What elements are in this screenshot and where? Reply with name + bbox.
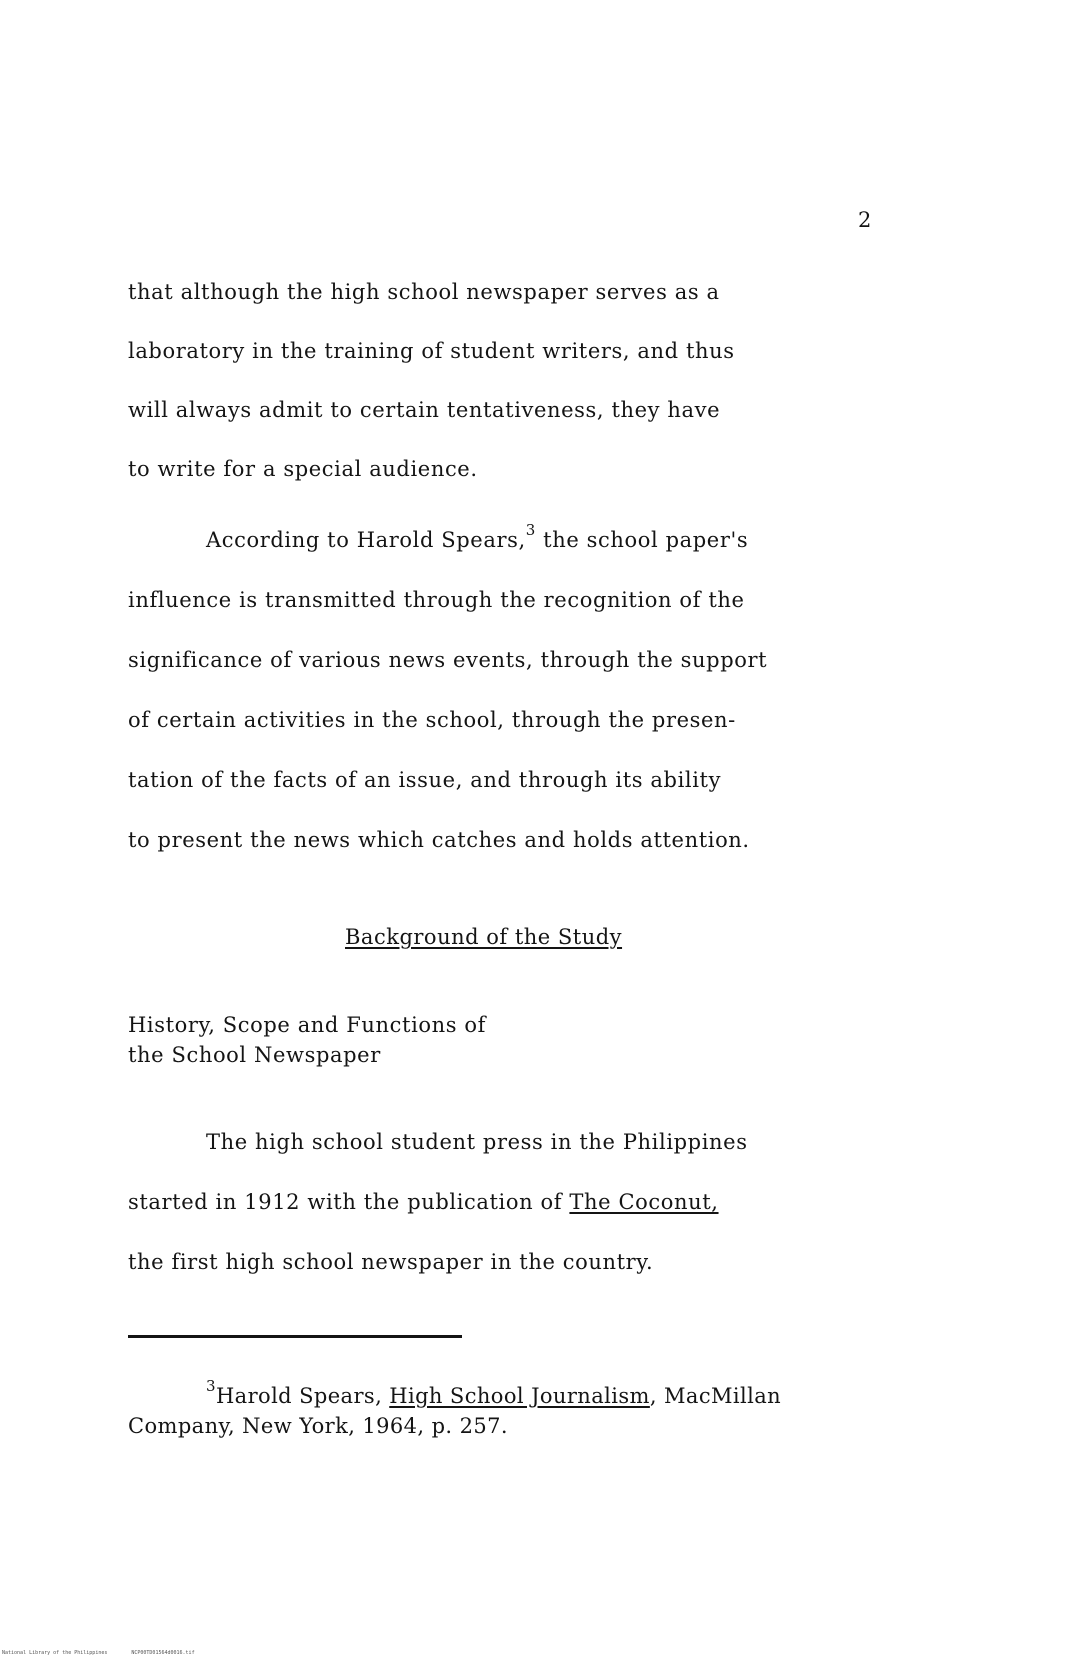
paragraph-2-line-5: tation of the facts of an issue, and through its ability: [128, 768, 722, 792]
footnote-book-title: High School Journalism: [389, 1384, 650, 1408]
footnote-author: Harold Spears,: [215, 1384, 390, 1408]
paragraph-3-line-3: the first high school newspaper in the country.: [128, 1250, 654, 1274]
paragraph-2-line-4: of certain activities in the school, through the presen-: [128, 708, 736, 732]
paragraph-3-line-2: [128, 1190, 719, 1214]
paragraph-2-lead-tail: the school paper's: [535, 528, 749, 552]
footnote-publisher: , MacMillan: [649, 1384, 782, 1408]
subheading-line-2: the School Newspaper: [128, 1043, 381, 1067]
footnote-separator: [128, 1335, 462, 1338]
section-heading: Background of the Study: [345, 925, 623, 949]
page-number: 2: [858, 208, 872, 232]
subheading-line-1: History, Scope and Functions of: [128, 1013, 487, 1037]
paragraph-1-line-2: laboratory in the training of student writers, and thus: [128, 339, 735, 363]
paragraph-2-line-2: influence is transmitted through the recognition of the: [128, 588, 745, 612]
paragraph-2-line-6: to present the news which catches and holds attention.: [128, 828, 750, 852]
paragraph-2-lead: According to Harold Spears,: [206, 528, 526, 552]
scan-footer: [2, 1650, 219, 1656]
footer-file-id: NCP00TD01564d0016.tif: [131, 1650, 195, 1656]
paragraph-2-line-3: significance of various news events, through the support: [128, 648, 768, 672]
newspaper-title: The Coconut,: [569, 1190, 719, 1214]
paragraph-1-line-3: will always admit to certain tentativeness, they have: [128, 398, 721, 422]
footer-library: National Library of the Philippines: [2, 1650, 108, 1656]
paragraph-1-line-4: to write for a special audience.: [128, 457, 478, 481]
paragraph-3-line-1: The high school student press in the Philippines: [206, 1130, 748, 1154]
footnote-reference: 3: [525, 521, 536, 539]
paragraph-1-line-1: that although the high school newspaper serves as a: [128, 280, 720, 304]
footnote-marker: 3: [206, 1377, 216, 1395]
footnote-line-1: [206, 1377, 782, 1408]
footnote-line-2: Company, New York, 1964, p. 257.: [128, 1414, 508, 1438]
paragraph-2-line-1: [206, 521, 749, 552]
paragraph-3-line-2-text: started in 1912 with the publication of: [128, 1190, 570, 1214]
